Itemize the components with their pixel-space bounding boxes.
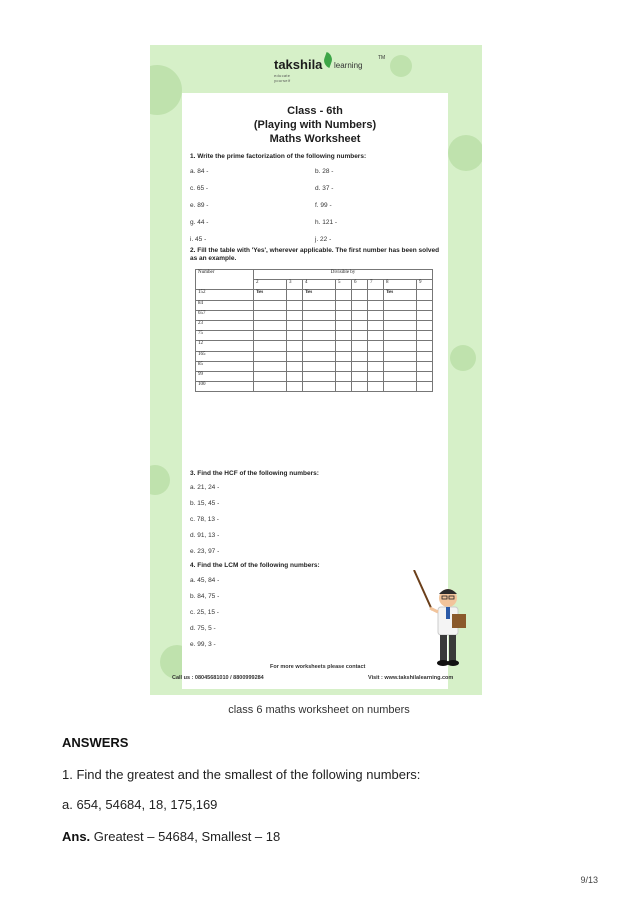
table-cell-number: 12 xyxy=(196,341,254,351)
table-cell-number: 657 xyxy=(196,310,254,320)
decor-circle xyxy=(448,135,482,171)
table-cell xyxy=(287,331,303,341)
table-cell xyxy=(384,351,417,361)
table-cell xyxy=(336,331,352,341)
q4-item: d. 75, 5 - xyxy=(190,625,216,632)
table-cell xyxy=(368,371,384,381)
table-cell xyxy=(417,290,433,300)
q1-item: f. 99 - xyxy=(315,202,332,209)
table-cell xyxy=(254,351,287,361)
question-1: 1. Write the prime factorization of the following numbers: xyxy=(190,153,367,160)
table-cell xyxy=(287,351,303,361)
table-cell xyxy=(336,361,352,371)
leaf-icon xyxy=(322,52,334,68)
table-cell xyxy=(352,310,368,320)
logo-brand-sub: learning xyxy=(334,61,363,70)
table-cell xyxy=(287,290,303,300)
table-header-number: Number xyxy=(196,270,254,290)
table-cell xyxy=(287,310,303,320)
table-cell: Yes xyxy=(254,290,287,300)
q1-item: g. 44 - xyxy=(190,219,209,226)
question-4: 4. Find the LCM of the following numbers: xyxy=(190,562,320,569)
q4-item: c. 25, 15 - xyxy=(190,609,219,616)
q1-item: a. 84 - xyxy=(190,168,209,175)
image-caption: class 6 maths worksheet on numbers xyxy=(228,704,410,716)
table-cell xyxy=(254,331,287,341)
divisor-header: 6 xyxy=(352,280,368,290)
table-cell-number: 23 xyxy=(196,320,254,330)
question-3: 3. Find the HCF of the following numbers: xyxy=(190,470,319,477)
q1-item: c. 65 - xyxy=(190,185,209,192)
decor-circle xyxy=(390,55,412,77)
table-cell xyxy=(303,310,336,320)
table-cell xyxy=(368,320,384,330)
table-cell xyxy=(254,320,287,330)
divisor-header: 9 xyxy=(417,280,433,290)
footer-visit: Visit : www.takshilalearning.com xyxy=(368,675,454,681)
answers-heading: ANSWERS xyxy=(62,735,129,750)
table-cell xyxy=(352,341,368,351)
logo-tm: TM xyxy=(378,55,386,61)
table-cell xyxy=(417,351,433,361)
q1-item: h. 121 - xyxy=(315,219,338,226)
table-cell xyxy=(336,320,352,330)
footer-contact: For more worksheets please contact xyxy=(270,664,366,670)
question-2: 2. Fill the table with 'Yes', wherever applicable. The first number has been solved as an example. xyxy=(190,247,440,262)
worksheet-title-type: Maths Worksheet xyxy=(269,133,361,145)
table-cell xyxy=(368,361,384,371)
table-cell xyxy=(368,331,384,341)
table-cell xyxy=(336,341,352,351)
table-cell xyxy=(303,341,336,351)
table-cell xyxy=(417,382,433,392)
table-cell xyxy=(336,382,352,392)
table-cell xyxy=(287,382,303,392)
table-cell xyxy=(384,341,417,351)
table-cell xyxy=(352,371,368,381)
divisor-header: 8 xyxy=(384,280,417,290)
decor-circle xyxy=(150,65,182,115)
table-cell xyxy=(384,361,417,371)
question-line: 1. Find the greatest and the smallest of the following numbers: xyxy=(62,767,421,782)
q3-item: b. 15, 45 - xyxy=(190,500,220,507)
q4-item: b. 84, 75 - xyxy=(190,593,220,600)
table-cell xyxy=(384,310,417,320)
table-cell xyxy=(417,310,433,320)
q4-item: e. 99, 3 - xyxy=(190,641,216,648)
table-cell xyxy=(352,300,368,310)
table-row xyxy=(196,361,433,371)
table-cell xyxy=(303,382,336,392)
table-cell-number: 165 xyxy=(196,351,254,361)
table-cell xyxy=(417,361,433,371)
table-cell xyxy=(287,320,303,330)
teacher-illustration xyxy=(408,570,478,670)
table-cell xyxy=(254,300,287,310)
table-row xyxy=(196,320,433,330)
table-cell xyxy=(303,361,336,371)
table-cell xyxy=(368,341,384,351)
decor-circle xyxy=(450,345,476,371)
table-cell xyxy=(417,300,433,310)
table-cell xyxy=(352,351,368,361)
table-cell xyxy=(417,341,433,351)
table-cell xyxy=(303,331,336,341)
q3-item: a. 21, 24 - xyxy=(190,484,220,491)
divisor-header: 2 xyxy=(254,280,287,290)
q1-item: d. 37 - xyxy=(315,185,334,192)
divisibility-table xyxy=(195,269,433,392)
worksheet-image xyxy=(150,45,482,695)
q1-item: i. 45 - xyxy=(190,236,207,243)
table-cell xyxy=(254,341,287,351)
table-row xyxy=(196,300,433,310)
table-cell xyxy=(336,371,352,381)
table-row xyxy=(196,371,433,381)
table-cell-number: 100 xyxy=(196,382,254,392)
decor-circle xyxy=(150,465,170,495)
table-cell xyxy=(287,300,303,310)
table-cell xyxy=(254,310,287,320)
table-cell xyxy=(303,320,336,330)
logo-brand: takshila xyxy=(274,57,323,72)
table-cell xyxy=(368,300,384,310)
table-cell-number: 84 xyxy=(196,300,254,310)
table-cell xyxy=(254,361,287,371)
q3-item: c. 78, 13 - xyxy=(190,516,219,523)
table-header-divisible: Divisible by xyxy=(254,270,433,280)
table-cell-number: 75 xyxy=(196,331,254,341)
q1-item: b. 28 - xyxy=(315,168,334,175)
footer-call: Call us : 08045681010 / 8800999284 xyxy=(172,675,264,681)
table-cell xyxy=(384,320,417,330)
divisor-header: 7 xyxy=(368,280,384,290)
table-cell xyxy=(336,351,352,361)
table-cell xyxy=(287,341,303,351)
table-row xyxy=(196,290,433,300)
divisor-header: 5 xyxy=(336,280,352,290)
table-cell xyxy=(384,371,417,381)
table-body xyxy=(196,290,433,392)
table-cell xyxy=(368,310,384,320)
table-cell xyxy=(384,382,417,392)
logo-tagline: educate yourself xyxy=(274,73,291,83)
table-cell: Yes xyxy=(384,290,417,300)
q3-item: d. 91, 13 - xyxy=(190,532,220,539)
table-cell xyxy=(254,371,287,381)
table-cell xyxy=(287,361,303,371)
table-row xyxy=(196,331,433,341)
answer-line xyxy=(62,829,280,844)
table-cell: Yes xyxy=(303,290,336,300)
table-cell xyxy=(254,382,287,392)
table-cell xyxy=(336,310,352,320)
table-cell xyxy=(352,361,368,371)
divisor-header: 3 xyxy=(287,280,303,290)
page-number: 9/13 xyxy=(580,875,598,885)
table-row xyxy=(196,382,433,392)
table-cell xyxy=(368,290,384,300)
table-cell xyxy=(352,320,368,330)
table-cell xyxy=(352,382,368,392)
table-row xyxy=(196,341,433,351)
table-cell xyxy=(336,300,352,310)
table-cell xyxy=(368,382,384,392)
table-row xyxy=(196,351,433,361)
sub-question: a. 654, 54684, 18, 175,169 xyxy=(62,797,218,812)
q4-item: a. 45, 84 - xyxy=(190,577,220,584)
divisor-header: 4 xyxy=(303,280,336,290)
table-cell xyxy=(417,371,433,381)
table-cell xyxy=(368,351,384,361)
table-cell xyxy=(352,290,368,300)
table-cell xyxy=(352,331,368,341)
table-cell-number: 152 xyxy=(196,290,254,300)
table-cell xyxy=(303,300,336,310)
table-cell xyxy=(417,331,433,341)
table-cell-number: 85 xyxy=(196,361,254,371)
q3-item: e. 23, 97 - xyxy=(190,548,220,555)
q1-item: e. 89 - xyxy=(190,202,209,209)
table-cell-number: 99 xyxy=(196,371,254,381)
answer-label: Ans. xyxy=(62,829,91,844)
table-cell xyxy=(417,320,433,330)
answer-text: Greatest – 54684, Smallest – 18 xyxy=(90,829,281,844)
q1-item: j. 22 - xyxy=(315,236,332,243)
table-cell xyxy=(303,371,336,381)
table-cell xyxy=(303,351,336,361)
table-cell xyxy=(384,331,417,341)
table-cell xyxy=(384,300,417,310)
worksheet-title-class: Class - 6th xyxy=(287,105,343,117)
table-row xyxy=(196,310,433,320)
table-cell xyxy=(287,371,303,381)
table-cell xyxy=(336,290,352,300)
worksheet-title-topic: (Playing with Numbers) xyxy=(253,119,377,131)
